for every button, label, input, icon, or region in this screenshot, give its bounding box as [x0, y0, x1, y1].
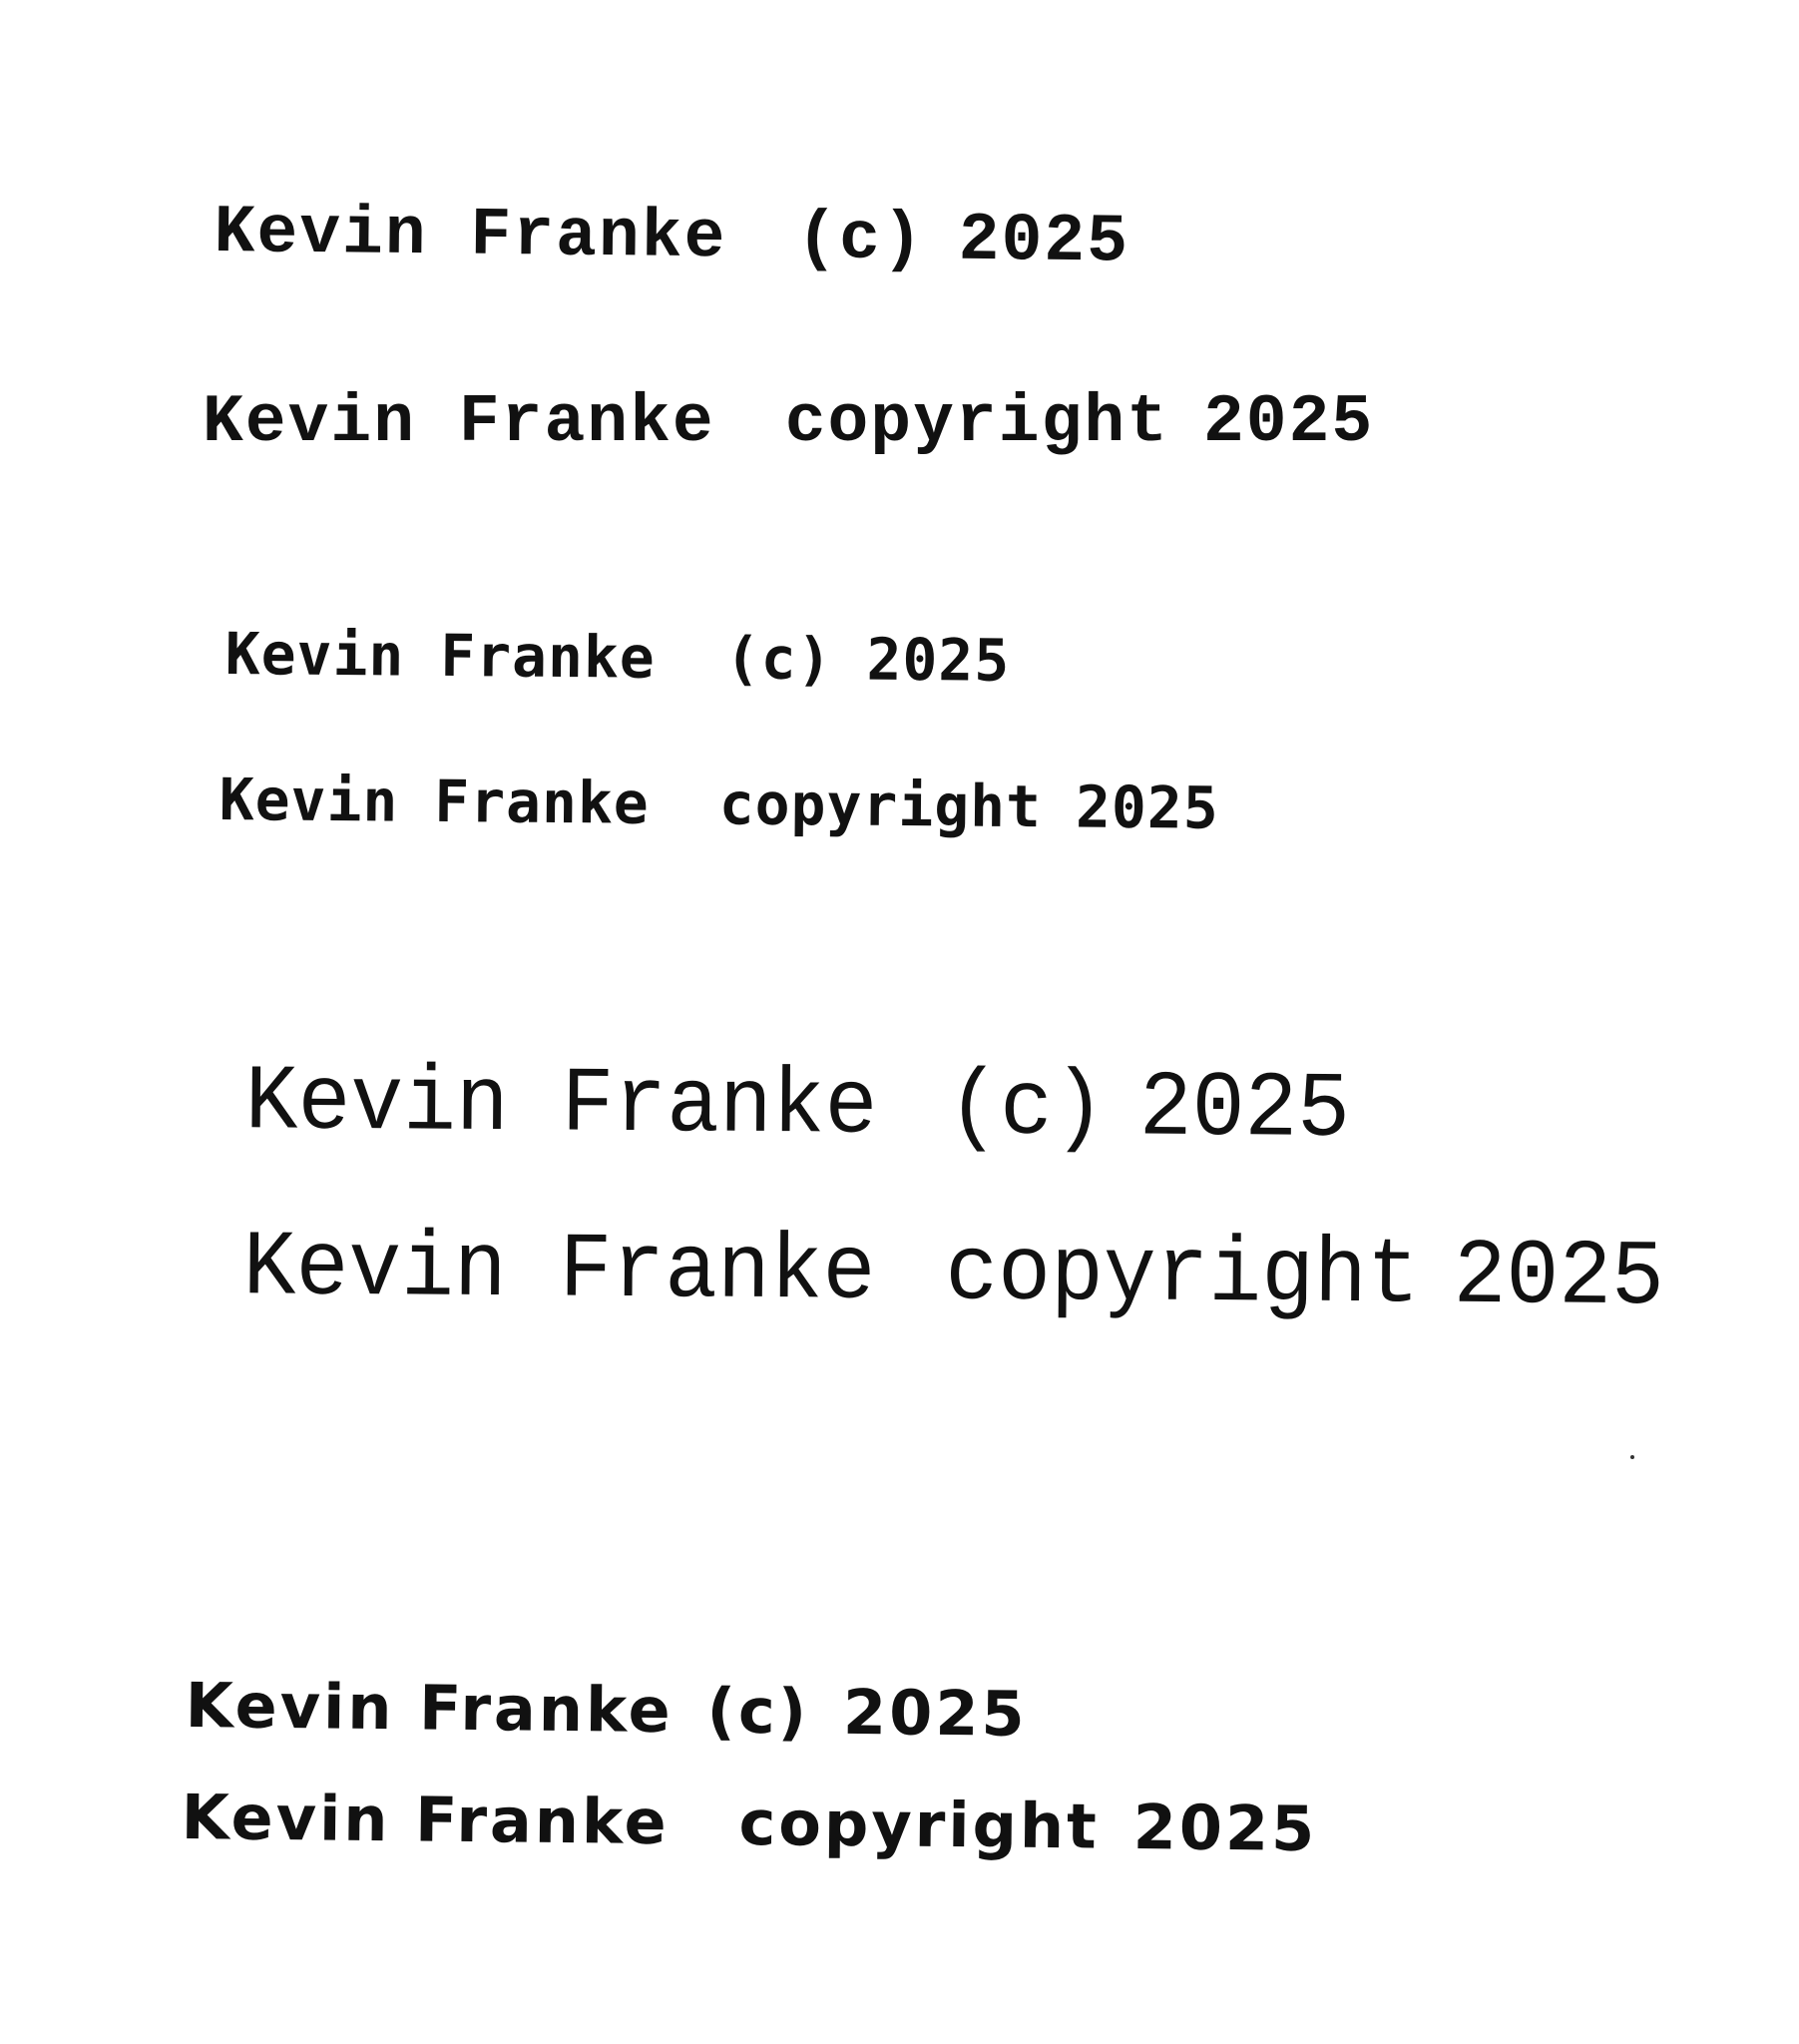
typed-line-copyright-sample-2: [219, 766, 1220, 842]
copyright-word: copyright: [945, 1222, 1420, 1329]
author-name: Kevin Franke: [219, 766, 651, 837]
copyright-year: 2025: [1202, 384, 1375, 461]
copyright-mark: (c): [706, 1674, 810, 1749]
copyright-mark: (c): [724, 624, 833, 694]
typed-line-copyright-sample-3: [242, 1217, 1665, 1331]
copyright-year: 2025: [958, 202, 1130, 281]
copyright-word: copyright: [784, 384, 1169, 461]
printed-line-c-sample-4: [185, 1669, 1028, 1751]
printed-line-copyright-sample-4: [181, 1781, 1318, 1865]
copyright-mark: (c): [947, 1056, 1107, 1162]
copyright-year: 2025: [866, 625, 1011, 695]
author-name: Kevin Franke: [181, 1781, 670, 1859]
typed-line-c-sample-1: [214, 195, 1130, 281]
typed-line-c-sample-3: [244, 1051, 1351, 1164]
copyright-word: copyright: [738, 1786, 1101, 1863]
copyright-year: 2025: [842, 1675, 1028, 1751]
copyright-year: 2025: [1132, 1789, 1318, 1865]
author-name: Kevin Franke: [244, 1051, 878, 1161]
typed-line-c-sample-2: [225, 620, 1011, 695]
author-name: Kevin Franke: [185, 1669, 674, 1748]
typed-line-copyright-sample-1: [203, 384, 1375, 461]
author-name: Kevin Franke: [214, 195, 727, 277]
copyright-mark: (c): [795, 201, 926, 279]
copyright-year: 2025: [1075, 772, 1220, 842]
author-name: Kevin Franke: [242, 1217, 876, 1326]
author-name: Kevin Franke: [203, 384, 715, 461]
copyright-year: 2025: [1453, 1226, 1665, 1331]
ink-speck: [1630, 1455, 1634, 1459]
copyright-word: copyright: [718, 769, 1043, 841]
copyright-year: 2025: [1138, 1057, 1351, 1164]
author-name: Kevin Franke: [225, 620, 657, 692]
